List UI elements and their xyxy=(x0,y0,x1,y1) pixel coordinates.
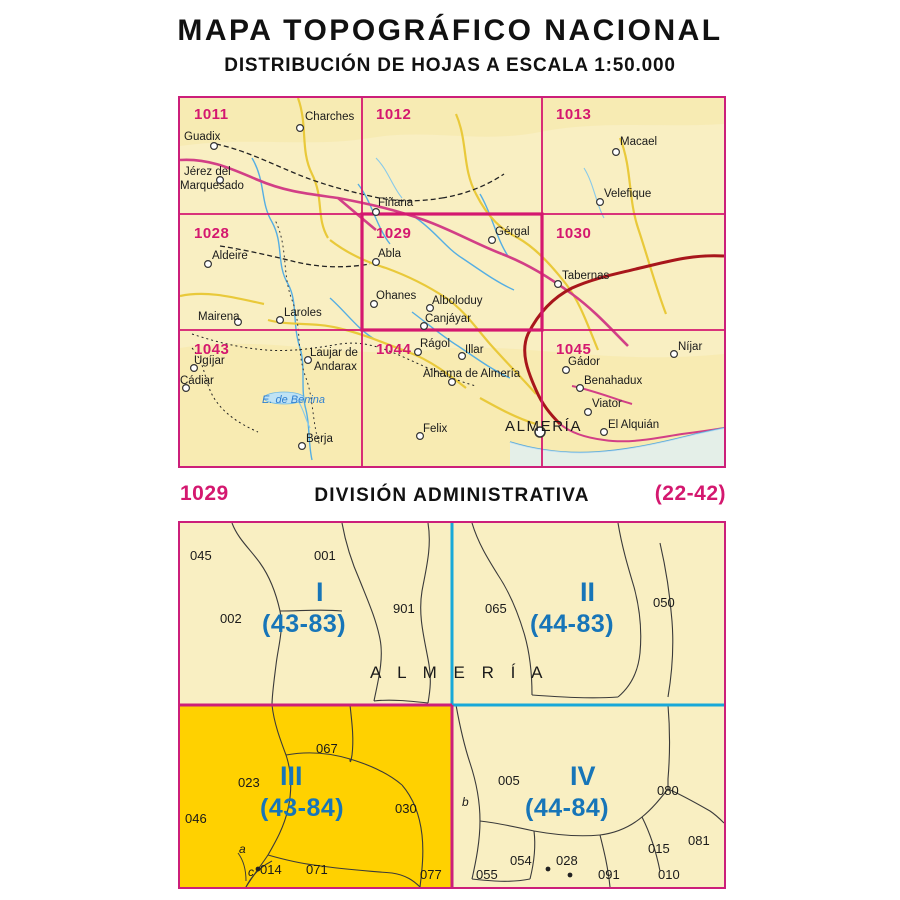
town-label-abla: Abla xyxy=(378,248,402,260)
page-title: MAPA TOPOGRÁFICO NACIONAL xyxy=(177,14,723,47)
sheet-label-1043[interactable]: 1043 xyxy=(194,341,230,358)
town-label-benahadux: Benahadux xyxy=(584,375,643,387)
sheet-caption-row xyxy=(178,478,726,518)
town-label-tabernas: Tabernas xyxy=(562,270,610,282)
town-label-gergal: Gérgal xyxy=(495,226,530,238)
mun-code-046: 046 xyxy=(185,811,207,826)
caption-title: DIVISIÓN ADMINISTRATIVA xyxy=(314,485,590,506)
town-label-berja: Berja xyxy=(306,433,333,445)
sheet-label-1029[interactable]: 1029 xyxy=(376,225,412,242)
town-label-guadix: Guadix xyxy=(184,131,221,143)
sheet-label-1044[interactable]: 1044 xyxy=(376,341,412,358)
town-label-ohanes: Ohanes xyxy=(376,290,417,302)
mun-code-067: 067 xyxy=(316,741,338,756)
town-label-canjayar: Canjáyar xyxy=(425,313,472,325)
caption-grid-ref: (22-42) xyxy=(654,482,726,505)
caption-sheet-number: 1029 xyxy=(180,482,229,505)
mun-code-050: 050 xyxy=(653,595,675,610)
town-label-jerez: Jérez del xyxy=(184,166,231,178)
quadrant-roman-ii[interactable]: II xyxy=(580,577,596,607)
minor-letter-c: c xyxy=(248,865,254,879)
mun-code-077: 077 xyxy=(420,867,442,882)
town-label-almeria: ALMERÍA xyxy=(505,418,583,435)
mun-code-015: 015 xyxy=(648,841,670,856)
quadrant-roman-i[interactable]: I xyxy=(316,577,324,607)
sheet-label-1028[interactable]: 1028 xyxy=(194,225,230,242)
town-label-mairena: Mairena xyxy=(198,311,240,323)
town-label-velefique: Velefique xyxy=(604,188,652,200)
quadrant-code-ii[interactable]: (44-83) xyxy=(530,610,615,638)
administrative-division-map[interactable] xyxy=(178,521,726,889)
mun-code-001: 001 xyxy=(314,548,336,563)
town-label-alhama: Alhama de Almería xyxy=(423,368,521,380)
mun-code-080: 080 xyxy=(657,783,679,798)
town-label-felix: Felix xyxy=(423,423,448,435)
page-header xyxy=(0,14,900,77)
mun-code-081: 081 xyxy=(688,833,710,848)
sheet-label-1012[interactable]: 1012 xyxy=(376,106,412,123)
quadrant-code-iv[interactable]: (44-84) xyxy=(525,794,610,822)
mun-code-901: 901 xyxy=(393,601,415,616)
mun-code-010: 010 xyxy=(658,867,680,882)
sheet-index-map-graphics xyxy=(180,98,724,466)
town-label-charches: Charches xyxy=(305,111,355,123)
mun-code-054: 054 xyxy=(510,853,532,868)
town-label-el-alquian: El Alquián xyxy=(608,419,660,431)
mun-code-002: 002 xyxy=(220,611,242,626)
administrative-division-graphics xyxy=(180,523,724,887)
mun-code-030: 030 xyxy=(395,801,417,816)
mun-code-091: 091 xyxy=(598,867,620,882)
sheet-label-1013[interactable]: 1013 xyxy=(556,106,592,123)
quadrant-roman-iii[interactable]: III xyxy=(280,761,303,791)
quadrant-roman-iv[interactable]: IV xyxy=(570,761,596,791)
quadrant-code-iii[interactable]: (43-84) xyxy=(260,794,345,822)
minor-letter-a: a xyxy=(239,842,246,856)
mun-code-014: 014 xyxy=(260,862,282,877)
town-label-marquesado: Marquesado xyxy=(180,180,244,192)
mun-code-065: 065 xyxy=(485,601,507,616)
town-label-macael: Macael xyxy=(620,136,658,148)
mun-code-005: 005 xyxy=(498,773,520,788)
town-label-alboloduy: Alboloduy xyxy=(432,295,483,307)
sheet-label-1011[interactable]: 1011 xyxy=(194,106,229,123)
mun-code-045: 045 xyxy=(190,548,212,563)
sheet-label-1030[interactable]: 1030 xyxy=(556,225,592,242)
mun-code-071: 071 xyxy=(306,862,328,877)
town-label-ragol: Rágol xyxy=(420,338,451,350)
mun-code-028: 028 xyxy=(556,853,578,868)
town-label-nijar: Níjar xyxy=(678,341,703,353)
town-label-laujar: Laujar de xyxy=(310,347,358,359)
town-label-laroles: Laroles xyxy=(284,307,322,319)
sheet-label-1045[interactable]: 1045 xyxy=(556,341,592,358)
mun-code-023: 023 xyxy=(238,775,260,790)
minor-letter-b: b xyxy=(462,795,469,809)
town-label-cadiar: Cádiar xyxy=(180,375,214,387)
sheet-index-map[interactable] xyxy=(178,96,726,468)
province-label-almeria: A L M E R Í A xyxy=(370,663,549,682)
town-label-gador: Gádor xyxy=(568,356,600,368)
town-label-viator: Viator xyxy=(592,398,622,410)
quadrant-code-i[interactable]: (43-83) xyxy=(262,610,347,638)
town-label-andarax: Andarax xyxy=(314,361,357,373)
town-label-finana: Fiñana xyxy=(378,197,414,209)
water-label-embalse-benina: E. de Benina xyxy=(262,394,325,406)
mun-code-055: 055 xyxy=(476,867,498,882)
town-label-ugijar: Ugíjar xyxy=(194,355,225,367)
town-label-aldeire: Aldeire xyxy=(212,250,248,262)
page-subtitle: DISTRIBUCIÓN DE HOJAS A ESCALA 1:50.000 xyxy=(224,55,676,76)
town-label-illar: Illar xyxy=(465,344,484,356)
